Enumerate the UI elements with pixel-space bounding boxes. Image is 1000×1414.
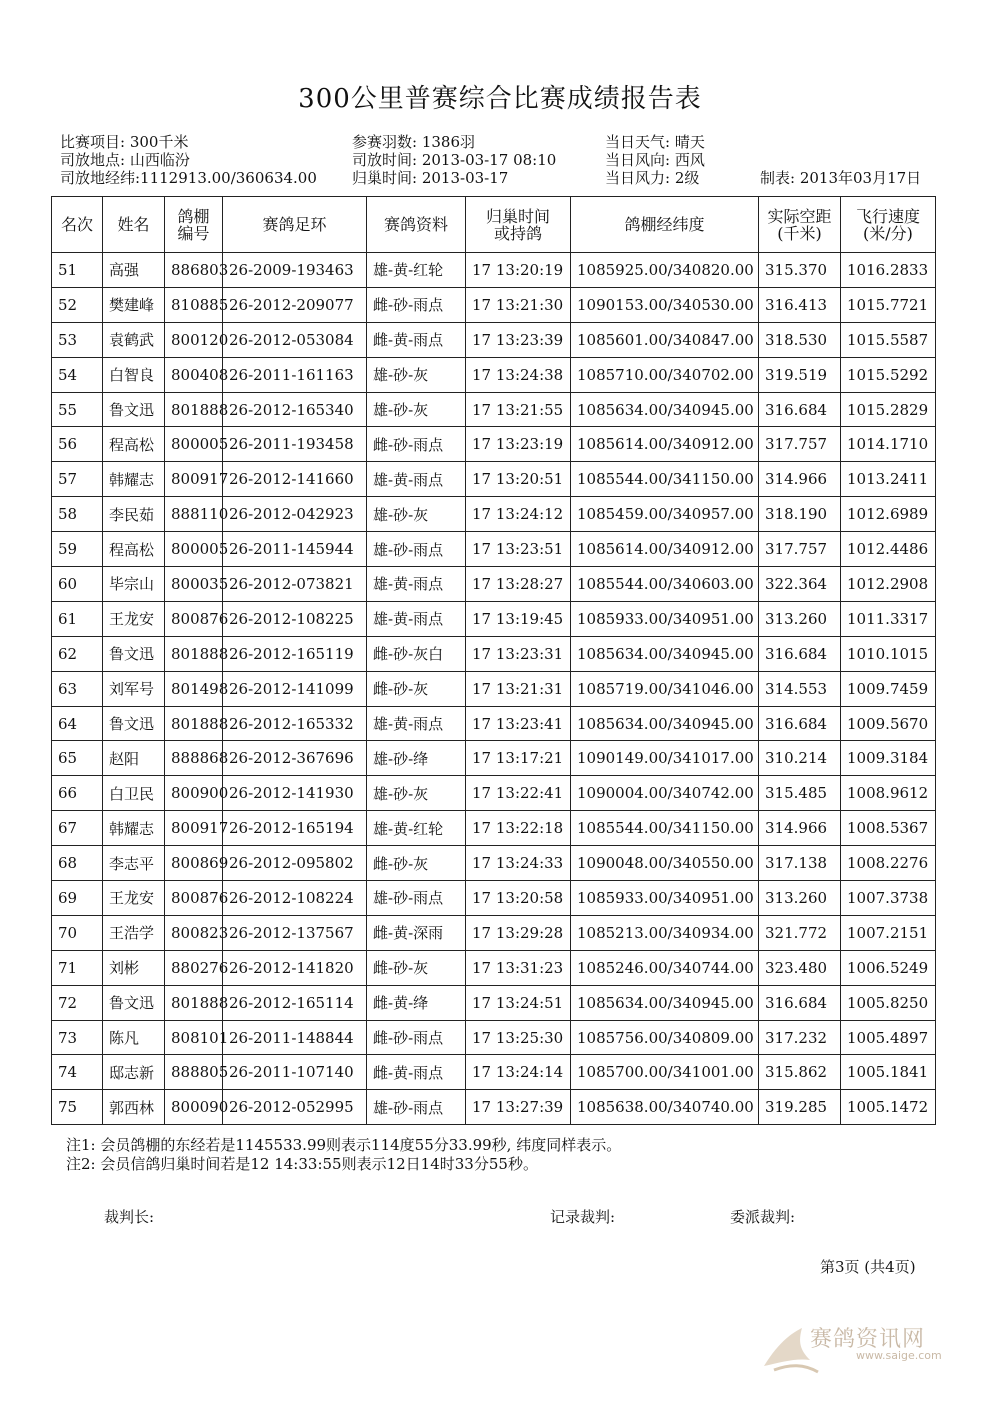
cell-name: 毕宗山: [103, 567, 165, 602]
cell-ring: 26-2012-108224: [223, 881, 367, 916]
cell-ring: 26-2011-148844: [223, 1020, 367, 1055]
meta-wind-force: 当日风力: 2级: [605, 169, 700, 187]
cell-ring: 26-2012-165194: [223, 811, 367, 846]
cell-time: 17 13:31:23: [466, 950, 571, 985]
cell-ring: 26-2011-145944: [223, 532, 367, 567]
cell-ring: 26-2012-141099: [223, 671, 367, 706]
cell-coords: 1085710.00/340702.00: [571, 357, 759, 392]
table-row: [52, 532, 936, 567]
cell-coords: 1085614.00/340912.00: [571, 427, 759, 462]
cell-rank: 65: [52, 741, 103, 776]
cell-coords: 1085544.00/340603.00: [571, 567, 759, 602]
cell-dist: 318.190: [759, 497, 841, 532]
cell-dist: 318.530: [759, 322, 841, 357]
cell-coords: 1085925.00/340820.00: [571, 253, 759, 288]
cell-loft: 801888: [165, 706, 223, 741]
cell-dist: 310.214: [759, 741, 841, 776]
cell-coords: 1085700.00/341001.00: [571, 1055, 759, 1090]
signature-assigned-judge: 委派裁判:: [730, 1208, 796, 1226]
cell-info: 雌-砂-灰: [367, 846, 466, 881]
table-row: [52, 985, 936, 1020]
cell-coords: 1085933.00/340951.00: [571, 601, 759, 636]
cell-rank: 63: [52, 671, 103, 706]
cell-speed: 1008.2276: [841, 846, 936, 881]
cell-ring: 26-2012-165114: [223, 985, 367, 1020]
table-row: [52, 846, 936, 881]
table-row: [52, 1055, 936, 1090]
results-table: [51, 196, 936, 1125]
cell-time: 17 13:24:38: [466, 357, 571, 392]
cell-name: 鲁文迅: [103, 392, 165, 427]
cell-coords: 1090153.00/340530.00: [571, 287, 759, 322]
cell-dist: 313.260: [759, 601, 841, 636]
cell-name: 赵阳: [103, 741, 165, 776]
signature-recorder: 记录裁判:: [550, 1208, 616, 1226]
cell-loft: 800090: [165, 1090, 223, 1125]
header-distance: [759, 197, 841, 253]
cell-rank: 64: [52, 706, 103, 741]
cell-coords: 1085544.00/341150.00: [571, 811, 759, 846]
cell-dist: 315.370: [759, 253, 841, 288]
cell-name: 鲁文迅: [103, 706, 165, 741]
cell-coords: 1090004.00/340742.00: [571, 776, 759, 811]
cell-time: 17 13:29:28: [466, 915, 571, 950]
cell-name: 王浩学: [103, 915, 165, 950]
cell-dist: 316.684: [759, 636, 841, 671]
cell-name: 陈凡: [103, 1020, 165, 1055]
report-title: 300公里普赛综合比赛成绩报告表: [298, 84, 702, 114]
cell-coords: 1085756.00/340809.00: [571, 1020, 759, 1055]
cell-rank: 75: [52, 1090, 103, 1125]
cell-loft: 800876: [165, 881, 223, 916]
cell-info: 雄-黄-雨点: [367, 601, 466, 636]
cell-ring: 26-2012-053084: [223, 322, 367, 357]
cell-ring: 26-2011-107140: [223, 1055, 367, 1090]
cell-time: 17 13:24:33: [466, 846, 571, 881]
cell-info: 雄-黄-雨点: [367, 706, 466, 741]
cell-rank: 58: [52, 497, 103, 532]
cell-info: 雄-砂-灰: [367, 357, 466, 392]
cell-name: 高强: [103, 253, 165, 288]
cell-dist: 314.553: [759, 671, 841, 706]
cell-info: 雌-黄-雨点: [367, 322, 466, 357]
cell-time: 17 13:23:19: [466, 427, 571, 462]
table-row: [52, 287, 936, 322]
cell-info: 雄-黄-红轮: [367, 253, 466, 288]
header-rank: 名次: [52, 197, 103, 253]
cell-name: 鲁文迅: [103, 985, 165, 1020]
header-loft-line2: 编号: [177, 223, 210, 243]
cell-info: 雄-砂-灰: [367, 776, 466, 811]
cell-rank: 66: [52, 776, 103, 811]
cell-loft: 801888: [165, 985, 223, 1020]
meta-wind-direction: 当日风向: 西风: [605, 151, 705, 169]
header-coords: 鸽棚经纬度: [571, 197, 759, 253]
cell-info: 雌-黄-深雨: [367, 915, 466, 950]
cell-ring: 26-2012-165340: [223, 392, 367, 427]
cell-info: 雌-砂-灰白: [367, 636, 466, 671]
watermark-url: www.saige.com: [856, 1349, 942, 1362]
cell-coords: 1085213.00/340934.00: [571, 915, 759, 950]
cell-rank: 56: [52, 427, 103, 462]
cell-loft: 800035: [165, 567, 223, 602]
cell-speed: 1010.1015: [841, 636, 936, 671]
cell-coords: 1085638.00/340740.00: [571, 1090, 759, 1125]
cell-rank: 69: [52, 881, 103, 916]
cell-speed: 1009.5670: [841, 706, 936, 741]
cell-name: 程高松: [103, 532, 165, 567]
cell-info: 雌-砂-雨点: [367, 427, 466, 462]
header-distance-line1: 实际空距: [767, 206, 832, 226]
cell-time: 17 13:23:51: [466, 532, 571, 567]
cell-dist: 317.757: [759, 427, 841, 462]
cell-dist: 323.480: [759, 950, 841, 985]
cell-info: 雄-黄-雨点: [367, 567, 466, 602]
cell-coords: 1090048.00/340550.00: [571, 846, 759, 881]
cell-info: 雄-黄-红轮: [367, 811, 466, 846]
cell-time: 17 13:19:45: [466, 601, 571, 636]
cell-ring: 26-2012-052995: [223, 1090, 367, 1125]
cell-ring: 26-2012-108225: [223, 601, 367, 636]
cell-time: 17 13:23:31: [466, 636, 571, 671]
cell-speed: 1008.9612: [841, 776, 936, 811]
cell-loft: 800917: [165, 462, 223, 497]
cell-ring: 26-2012-141930: [223, 776, 367, 811]
cell-loft: 886803: [165, 253, 223, 288]
cell-rank: 73: [52, 1020, 103, 1055]
cell-name: 李志平: [103, 846, 165, 881]
table-row: [52, 1020, 936, 1055]
cell-dist: 313.260: [759, 881, 841, 916]
cell-speed: 1012.6989: [841, 497, 936, 532]
header-time: [466, 197, 571, 253]
cell-info: 雌-黄-绛: [367, 985, 466, 1020]
cell-speed: 1005.1841: [841, 1055, 936, 1090]
cell-rank: 55: [52, 392, 103, 427]
table-row: [52, 636, 936, 671]
cell-rank: 71: [52, 950, 103, 985]
cell-info: 雄-黄-雨点: [367, 462, 466, 497]
page-number: 第3页 (共4页): [820, 1258, 916, 1276]
cell-time: 17 13:21:30: [466, 287, 571, 322]
cell-name: 刘军号: [103, 671, 165, 706]
cell-time: 17 13:20:51: [466, 462, 571, 497]
cell-rank: 57: [52, 462, 103, 497]
table-row: [52, 741, 936, 776]
cell-rank: 72: [52, 985, 103, 1020]
cell-coords: 1085634.00/340945.00: [571, 985, 759, 1020]
cell-dist: 314.966: [759, 462, 841, 497]
meta-weather: 当日天气: 晴天: [605, 133, 705, 151]
cell-coords: 1085246.00/340744.00: [571, 950, 759, 985]
cell-name: 白卫民: [103, 776, 165, 811]
cell-dist: 319.519: [759, 357, 841, 392]
header-name: 姓名: [103, 197, 165, 253]
table-row: [52, 881, 936, 916]
table-row: [52, 392, 936, 427]
note-2: 注2: 会员信鸽归巢时间若是12 14:33:55则表示12日14时33分55秒。: [66, 1155, 538, 1173]
cell-name: 李民茹: [103, 497, 165, 532]
cell-loft: 800408: [165, 357, 223, 392]
cell-rank: 60: [52, 567, 103, 602]
cell-info: 雄-砂-雨点: [367, 881, 466, 916]
cell-speed: 1011.3317: [841, 601, 936, 636]
cell-rank: 52: [52, 287, 103, 322]
cell-name: 鲁文迅: [103, 636, 165, 671]
cell-loft: 880276: [165, 950, 223, 985]
cell-rank: 74: [52, 1055, 103, 1090]
cell-loft: 800869: [165, 846, 223, 881]
cell-dist: 321.772: [759, 915, 841, 950]
cell-dist: 322.364: [759, 567, 841, 602]
table-row: [52, 427, 936, 462]
cell-info: 雄-砂-雨点: [367, 1090, 466, 1125]
cell-loft: 800005: [165, 427, 223, 462]
cell-coords: 1085601.00/340847.00: [571, 322, 759, 357]
header-info: 赛鸽资料: [367, 197, 466, 253]
header-distance-line2: (千米): [777, 223, 822, 243]
cell-speed: 1012.4486: [841, 532, 936, 567]
cell-loft: 801498: [165, 671, 223, 706]
cell-time: 17 13:20:58: [466, 881, 571, 916]
header-speed-line1: 飞行速度: [855, 206, 920, 226]
cell-name: 白智良: [103, 357, 165, 392]
cell-speed: 1009.7459: [841, 671, 936, 706]
meta-project: 比赛项目: 300千米: [60, 133, 189, 151]
cell-ring: 26-2012-073821: [223, 567, 367, 602]
cell-time: 17 13:24:12: [466, 497, 571, 532]
table-row: [52, 601, 936, 636]
cell-rank: 53: [52, 322, 103, 357]
cell-time: 17 13:28:27: [466, 567, 571, 602]
cell-ring: 26-2011-161163: [223, 357, 367, 392]
cell-coords: 1085634.00/340945.00: [571, 706, 759, 741]
cell-name: 刘彬: [103, 950, 165, 985]
cell-dist: 315.485: [759, 776, 841, 811]
cell-speed: 1005.1472: [841, 1090, 936, 1125]
header-loft: [165, 197, 223, 253]
cell-ring: 26-2011-193458: [223, 427, 367, 462]
cell-time: 17 13:20:19: [466, 253, 571, 288]
cell-dist: 316.684: [759, 392, 841, 427]
table-row: [52, 671, 936, 706]
cell-time: 17 13:22:41: [466, 776, 571, 811]
cell-coords: 1090149.00/341017.00: [571, 741, 759, 776]
cell-ring: 26-2012-137567: [223, 915, 367, 950]
header-time-line1: 归巢时间: [485, 206, 550, 226]
cell-info: 雌-砂-灰: [367, 950, 466, 985]
cell-info: 雄-砂-绛: [367, 741, 466, 776]
table-row: [52, 253, 936, 288]
cell-rank: 68: [52, 846, 103, 881]
cell-time: 17 13:17:21: [466, 741, 571, 776]
meta-made-date: 制表: 2013年03月17日: [760, 169, 922, 187]
cell-name: 袁鹤武: [103, 322, 165, 357]
table-row: [52, 462, 936, 497]
cell-rank: 62: [52, 636, 103, 671]
table-row: [52, 950, 936, 985]
cell-coords: 1085634.00/340945.00: [571, 392, 759, 427]
cell-speed: 1013.2411: [841, 462, 936, 497]
cell-speed: 1014.1710: [841, 427, 936, 462]
header-ring: 赛鸽足环: [223, 197, 367, 253]
header-loft-line1: 鸽棚: [177, 206, 210, 226]
cell-coords: 1085634.00/340945.00: [571, 636, 759, 671]
header-speed: [841, 197, 936, 253]
cell-speed: 1005.8250: [841, 985, 936, 1020]
cell-loft: 800876: [165, 601, 223, 636]
cell-coords: 1085614.00/340912.00: [571, 532, 759, 567]
signature-chief-judge: 裁判长:: [104, 1208, 155, 1226]
cell-time: 17 13:24:14: [466, 1055, 571, 1090]
cell-loft: 888110: [165, 497, 223, 532]
table-row: [52, 776, 936, 811]
cell-dist: 317.232: [759, 1020, 841, 1055]
watermark-text: 赛鸽资讯网: [810, 1327, 926, 1352]
cell-rank: 54: [52, 357, 103, 392]
cell-dist: 319.285: [759, 1090, 841, 1125]
cell-dist: 316.413: [759, 287, 841, 322]
header-time-line2: 或持鸽: [493, 223, 542, 243]
table-row: [52, 706, 936, 741]
cell-ring: 26-2012-165332: [223, 706, 367, 741]
cell-loft: 888868: [165, 741, 223, 776]
cell-info: 雌-砂-雨点: [367, 1020, 466, 1055]
cell-name: 王龙安: [103, 601, 165, 636]
table-row: [52, 915, 936, 950]
cell-time: 17 13:23:41: [466, 706, 571, 741]
cell-speed: 1016.2833: [841, 253, 936, 288]
cell-dist: 317.757: [759, 532, 841, 567]
table-row: [52, 497, 936, 532]
cell-ring: 26-2012-141660: [223, 462, 367, 497]
table-row: [52, 1090, 936, 1125]
cell-loft: 808101: [165, 1020, 223, 1055]
cell-speed: 1005.4897: [841, 1020, 936, 1055]
cell-speed: 1007.2151: [841, 915, 936, 950]
cell-loft: 800120: [165, 322, 223, 357]
cell-time: 17 13:27:39: [466, 1090, 571, 1125]
cell-coords: 1085719.00/341046.00: [571, 671, 759, 706]
cell-speed: 1015.7721: [841, 287, 936, 322]
cell-info: 雌-砂-灰: [367, 671, 466, 706]
cell-loft: 800900: [165, 776, 223, 811]
cell-time: 17 13:25:30: [466, 1020, 571, 1055]
cell-rank: 61: [52, 601, 103, 636]
meta-return-time: 归巢时间: 2013-03-17: [352, 169, 509, 187]
cell-info: 雄-砂-雨点: [367, 532, 466, 567]
cell-name: 韩耀志: [103, 462, 165, 497]
cell-name: 樊建峰: [103, 287, 165, 322]
cell-ring: 26-2012-367696: [223, 741, 367, 776]
table-row: [52, 811, 936, 846]
cell-loft: 801888: [165, 636, 223, 671]
header-speed-line2: (米/分): [863, 223, 913, 243]
cell-info: 雌-黄-雨点: [367, 1055, 466, 1090]
cell-speed: 1012.2908: [841, 567, 936, 602]
cell-info: 雄-砂-灰: [367, 497, 466, 532]
cell-rank: 67: [52, 811, 103, 846]
cell-loft: 800823: [165, 915, 223, 950]
cell-loft: 810885: [165, 287, 223, 322]
cell-info: 雄-砂-灰: [367, 392, 466, 427]
cell-time: 17 13:21:31: [466, 671, 571, 706]
cell-time: 17 13:24:51: [466, 985, 571, 1020]
cell-ring: 26-2012-209077: [223, 287, 367, 322]
table-row: [52, 567, 936, 602]
meta-birds: 参赛羽数: 1386羽: [352, 133, 475, 151]
cell-time: 17 13:23:39: [466, 322, 571, 357]
cell-info: 雌-砂-雨点: [367, 287, 466, 322]
cell-ring: 26-2012-095802: [223, 846, 367, 881]
cell-dist: 316.684: [759, 706, 841, 741]
results-body: [52, 253, 936, 1125]
cell-coords: 1085459.00/340957.00: [571, 497, 759, 532]
cell-speed: 1015.5292: [841, 357, 936, 392]
cell-loft: 800917: [165, 811, 223, 846]
cell-rank: 70: [52, 915, 103, 950]
cell-dist: 317.138: [759, 846, 841, 881]
cell-ring: 26-2009-193463: [223, 253, 367, 288]
cell-speed: 1007.3738: [841, 881, 936, 916]
cell-speed: 1006.5249: [841, 950, 936, 985]
cell-ring: 26-2012-141820: [223, 950, 367, 985]
cell-name: 程高松: [103, 427, 165, 462]
cell-coords: 1085544.00/341150.00: [571, 462, 759, 497]
cell-time: 17 13:22:18: [466, 811, 571, 846]
meta-release-place: 司放地点: 山西临汾: [60, 151, 190, 169]
cell-dist: 316.684: [759, 985, 841, 1020]
cell-rank: 59: [52, 532, 103, 567]
cell-speed: 1008.5367: [841, 811, 936, 846]
cell-rank: 51: [52, 253, 103, 288]
table-row: [52, 322, 936, 357]
table-header-row: [52, 197, 936, 253]
cell-speed: 1015.2829: [841, 392, 936, 427]
cell-time: 17 13:21:55: [466, 392, 571, 427]
cell-speed: 1009.3184: [841, 741, 936, 776]
meta-release-coords: 司放地经纬:1112913.00/360634.00: [60, 169, 317, 187]
cell-name: 邸志新: [103, 1055, 165, 1090]
cell-ring: 26-2012-165119: [223, 636, 367, 671]
table-row: [52, 357, 936, 392]
cell-speed: 1015.5587: [841, 322, 936, 357]
note-1: 注1: 会员鸽棚的东经若是1145533.99则表示114度55分33.99秒, 纬度同样表示。: [66, 1136, 622, 1154]
cell-coords: 1085933.00/340951.00: [571, 881, 759, 916]
cell-dist: 314.966: [759, 811, 841, 846]
meta-release-time: 司放时间: 2013-03-17 08:10: [352, 151, 557, 169]
cell-loft: 801888: [165, 392, 223, 427]
cell-name: 王龙安: [103, 881, 165, 916]
cell-loft: 800005: [165, 532, 223, 567]
cell-dist: 315.862: [759, 1055, 841, 1090]
cell-name: 郭西林: [103, 1090, 165, 1125]
cell-ring: 26-2012-042923: [223, 497, 367, 532]
cell-loft: 888805: [165, 1055, 223, 1090]
cell-name: 韩耀志: [103, 811, 165, 846]
